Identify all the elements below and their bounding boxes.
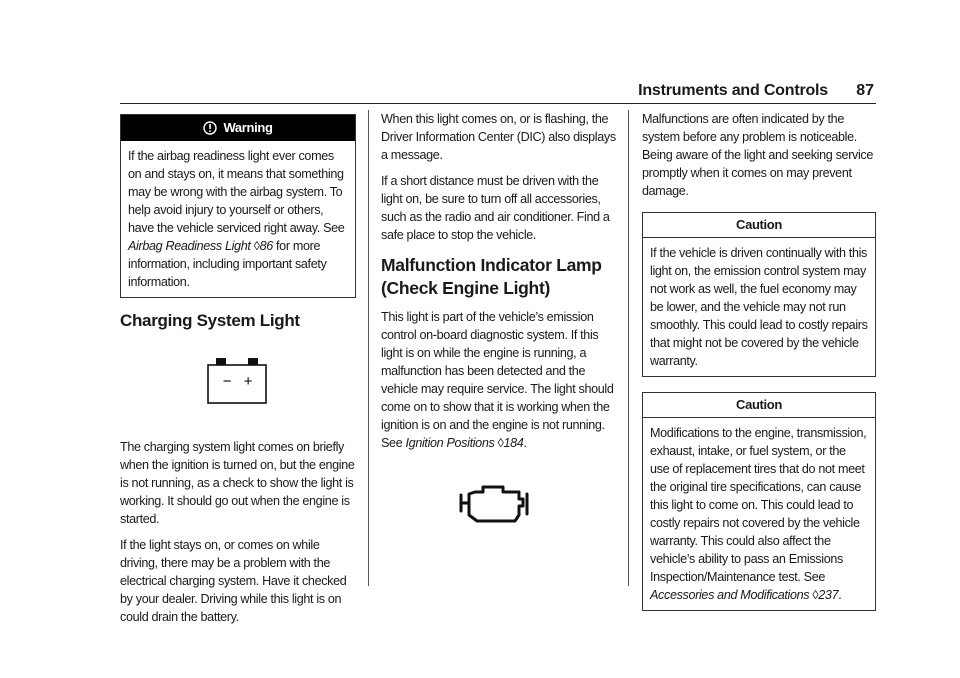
caution-body-1: If the vehicle is driven continually with this light on, the emission control system may not work as well, the fuel economy may be lower, and the vehicle may not run smoothly. This could lead to costly repairs that might not be covered by the vehicle warranty.	[650, 246, 868, 368]
header-rule	[120, 103, 876, 104]
column-divider	[368, 110, 369, 586]
ignition-ref-page[interactable]: 184	[503, 436, 524, 450]
warning-ref-link[interactable]: Airbag Readiness Light	[128, 239, 251, 253]
warning-text-end: for more information, including important safety information.	[128, 239, 327, 289]
caution-body-2	[643, 418, 875, 610]
warning-icon	[203, 121, 217, 135]
page-number: 87	[856, 82, 874, 99]
caution-title-2: Caution	[643, 393, 875, 418]
column-2	[381, 110, 616, 524]
caution-2-text-end: .	[838, 588, 842, 602]
warning-title: Warning	[223, 120, 273, 135]
malfunction-paragraph: Malfunctions are often indicated by the system before any problem is noticeable. Being aware of the light and seeking service promptly when it comes on may prevent damage.	[642, 112, 874, 198]
caution-2-text: Modifications to the engine, transmission, exhaust, intake, or fuel system, or the use of replacement tires that do not meet the original tire specifications, can cause this light to come on. This could lead to costly repairs not covered by the vehicle warranty. This could also affect the vehicle’s ability to pass an Emissions Inspection/Maintenance test. See	[650, 426, 867, 584]
accessories-ref-page[interactable]: 237	[818, 588, 839, 602]
warning-text: If the airbag readiness light ever comes on and stays on, it means that something may be wrong with the airbag system. To help avoid injury to yourself or others, have the vehicle serviced right away. See	[128, 149, 345, 235]
mil-text: This light is part of the vehicle’s emission control on-board diagnostic system. If this light is on while the engine is running, a malfunction has been detected and the vehicle may require service. The light should come on to show that it is working when the ignition is on and the engine is not running. See	[381, 310, 614, 450]
column-divider	[628, 110, 629, 586]
warning-ref-page[interactable]: 86	[259, 239, 273, 253]
caution-title-1: Caution	[643, 213, 875, 238]
warning-box	[120, 114, 356, 298]
page-ref-icon: ◊	[497, 436, 504, 450]
charging-heading: Charging System Light	[120, 311, 300, 330]
page-ref-icon: ◊	[812, 588, 819, 602]
charging-paragraph-2: If the light stays on, or comes on while driving, there may be a problem with the electrical charging system. Have it checked by your dealer. Driving while this light is on could drain the battery.	[120, 538, 347, 624]
battery-plus: +	[243, 373, 253, 390]
section-title: Instruments and Controls	[638, 82, 828, 99]
page-header	[120, 82, 876, 104]
battery-minus: −	[222, 373, 232, 390]
check-engine-icon	[457, 482, 533, 524]
mil-heading: Malfunction Indicator Lamp (Check Engine Light)	[381, 255, 602, 298]
short-distance-paragraph: If a short distance must be driven with the light on, be sure to turn off all accessories, such as the radio and air conditioner. Find a safe place to stop the vehicle.	[381, 174, 610, 242]
ignition-ref-link[interactable]: Ignition Positions	[405, 436, 495, 450]
battery-icon	[206, 356, 268, 410]
mil-paragraph	[381, 308, 616, 452]
caution-box-1	[642, 212, 876, 377]
warning-body	[121, 141, 355, 297]
page-ref-icon: ◊	[253, 239, 260, 253]
dic-paragraph: When this light comes on, or is flashing, the Driver Information Center (DIC) also displays a message.	[381, 112, 616, 162]
charging-paragraph-1: The charging system light comes on briefly when the ignition is turned on, but the engine is not running, as a check to show the light is working. It should go out when the engine is started.	[120, 440, 355, 526]
accessories-ref-link[interactable]: Accessories and Modifications	[650, 588, 810, 602]
column-3	[642, 110, 876, 611]
column-1	[120, 110, 356, 634]
caution-box-2	[642, 392, 876, 611]
mil-text-end: .	[523, 436, 527, 450]
warning-header	[121, 115, 355, 141]
